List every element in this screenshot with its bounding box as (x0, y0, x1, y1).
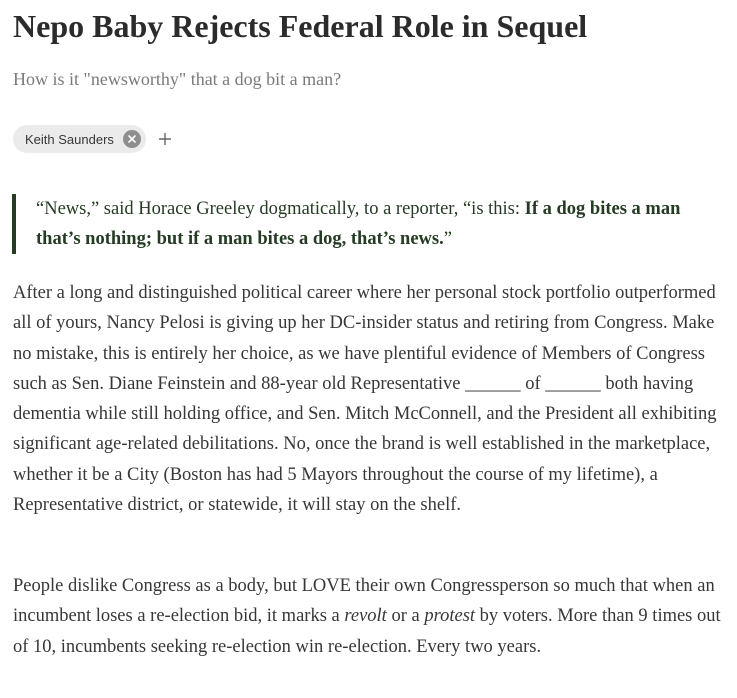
paragraph-2 (13, 571, 733, 662)
quote-close: ” (443, 229, 452, 249)
pull-quote (12, 194, 712, 254)
paragraph-2-text-a: People dislike Congress as a body, but LOVE their own Congressperson so much that when an incumbent loses a re-election bid, it marks a (13, 576, 715, 627)
quote-text: “News,” said Horace Greeley dogmatically, to a reporter, “is this: (36, 199, 525, 219)
paragraph-2-text-b: or a (386, 606, 425, 627)
article-title: Nepo Baby Rejects Federal Role in Sequel (13, 8, 588, 44)
emphasis-protest: protest (424, 606, 476, 627)
author-chip[interactable] (13, 125, 146, 153)
close-circle-icon[interactable] (123, 130, 141, 148)
author-name: Keith Saunders (25, 131, 114, 147)
emphasis-revolt: revolt (344, 606, 387, 627)
plus-icon[interactable] (158, 132, 172, 146)
quote-bold-text: If a dog bites a man that’s nothing; but if a man bites a dog, that’s news. (36, 199, 681, 249)
paragraph-2-text-c: by voters. More than 9 times out of 10, incumbents seeking re-election win re-election. Every two years. (13, 606, 721, 657)
byline (13, 125, 172, 153)
article-subtitle: How is it "newsworthy" that a dog bit a man? (13, 69, 342, 89)
paragraph-1: After a long and distinguished political career where her personal stock portfolio outperformed all of yours, Nancy Pelosi is giving up her DC-insider status and retiring from Congress. Make no mistake, this is entirely her choice, as we have plentiful evidence of Members of Congress such as Sen. Diane Feinstein and 88-year old Representative ______ of ______ both having dementia while still holding office, and Sen. Mitch McConnell, and the President all exhibiting significant age-related debilitations. No, once the brand is well established in the marketplace, whether it be a City (Boston has had 5 Mayors throughout the course of my lifetime), a Representative district, or statewide, it will stay on the shelf. (13, 283, 717, 516)
